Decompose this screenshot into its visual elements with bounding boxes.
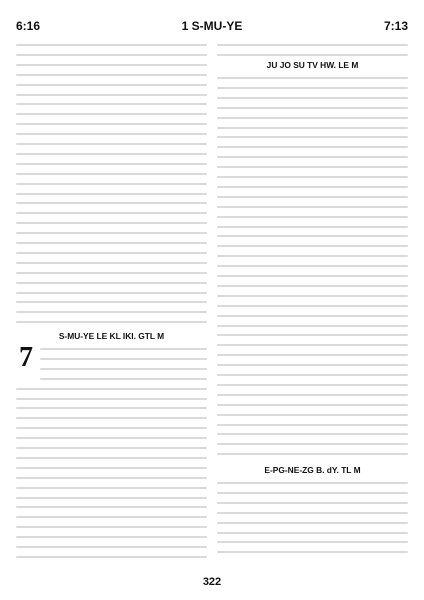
untranscribed-text-line [40, 378, 207, 380]
header-left: 6:16 [16, 19, 41, 33]
untranscribed-text-line [16, 212, 207, 214]
untranscribed-text-line [217, 127, 408, 129]
untranscribed-text-line [16, 506, 207, 508]
untranscribed-text-line [16, 103, 207, 105]
untranscribed-text-line [217, 443, 408, 445]
untranscribed-text-line [217, 453, 408, 455]
untranscribed-text-line [16, 183, 207, 185]
untranscribed-text-line [16, 44, 207, 46]
untranscribed-text-line [40, 358, 207, 360]
untranscribed-text-line [217, 216, 408, 218]
untranscribed-text-line [16, 262, 207, 264]
untranscribed-text-line [16, 457, 207, 459]
untranscribed-text-line [217, 176, 408, 178]
header-center: 1 S-MU-YE [181, 19, 243, 33]
untranscribed-text-line [16, 292, 207, 294]
untranscribed-text-line [217, 492, 408, 494]
untranscribed-text-line [16, 388, 207, 390]
untranscribed-text-line [217, 384, 408, 386]
untranscribed-text-line [217, 433, 408, 435]
untranscribed-text-line [16, 113, 207, 115]
untranscribed-text-line [16, 153, 207, 155]
untranscribed-text-line [16, 398, 207, 400]
untranscribed-text-line [217, 44, 408, 46]
untranscribed-text-line [217, 196, 408, 198]
untranscribed-text-line [217, 285, 408, 287]
untranscribed-text-line [40, 348, 207, 350]
left-column [16, 40, 207, 560]
untranscribed-text-line [217, 77, 408, 79]
untranscribed-text-line [217, 166, 408, 168]
untranscribed-text-line [217, 295, 408, 297]
untranscribed-text-line [16, 252, 207, 254]
untranscribed-text-line [16, 133, 207, 135]
untranscribed-text-line [16, 123, 207, 125]
untranscribed-text-line [16, 222, 207, 224]
untranscribed-text-line [16, 536, 207, 538]
untranscribed-text-line [217, 146, 408, 148]
untranscribed-text-line [16, 94, 207, 96]
untranscribed-text-line [16, 242, 207, 244]
untranscribed-text-line [16, 64, 207, 66]
untranscribed-text-line [217, 522, 408, 524]
untranscribed-text-line [16, 282, 207, 284]
untranscribed-text-line [217, 512, 408, 514]
untranscribed-text-line [16, 516, 207, 518]
untranscribed-text-line [217, 235, 408, 237]
untranscribed-text-line [16, 301, 207, 303]
untranscribed-text-line [40, 368, 207, 370]
untranscribed-text-line [217, 315, 408, 317]
untranscribed-text-line [16, 467, 207, 469]
untranscribed-text-line [217, 156, 408, 158]
untranscribed-text-line [217, 414, 408, 416]
untranscribed-text-line [217, 404, 408, 406]
chapter-number: 7 [19, 342, 33, 373]
untranscribed-text-line [16, 407, 207, 409]
section-heading: JU JO SU TV HW. LE M [266, 60, 359, 70]
untranscribed-text-line [16, 321, 207, 323]
page-number: 322 [202, 576, 222, 588]
untranscribed-text-line [217, 255, 408, 257]
untranscribed-text-line [217, 136, 408, 138]
untranscribed-text-line [217, 275, 408, 277]
untranscribed-text-line [16, 487, 207, 489]
untranscribed-text-line [217, 502, 408, 504]
untranscribed-text-line [217, 532, 408, 534]
untranscribed-text-line [217, 394, 408, 396]
untranscribed-text-line [217, 354, 408, 356]
untranscribed-text-line [217, 97, 408, 99]
untranscribed-text-line [217, 87, 408, 89]
untranscribed-text-line [16, 447, 207, 449]
untranscribed-text-line [16, 556, 207, 558]
untranscribed-text-line [16, 546, 207, 548]
untranscribed-text-line [16, 417, 207, 419]
untranscribed-text-line [16, 193, 207, 195]
untranscribed-text-line [217, 344, 408, 346]
untranscribed-text-line [217, 226, 408, 228]
untranscribed-text-line [217, 117, 408, 119]
running-header [16, 18, 408, 34]
untranscribed-text-line [16, 272, 207, 274]
untranscribed-text-line [16, 427, 207, 429]
untranscribed-text-line [217, 325, 408, 327]
untranscribed-text-line [217, 374, 408, 376]
untranscribed-text-line [217, 541, 408, 543]
untranscribed-text-line [217, 305, 408, 307]
section-heading: E-PG-NE-ZG B. dY. TL M [264, 465, 361, 475]
untranscribed-text-line [217, 206, 408, 208]
untranscribed-text-line [217, 265, 408, 267]
untranscribed-text-line [16, 497, 207, 499]
untranscribed-text-line [217, 54, 408, 56]
untranscribed-text-line [16, 173, 207, 175]
header-right: 7:13 [383, 19, 408, 33]
untranscribed-text-line [217, 424, 408, 426]
untranscribed-text-line [217, 334, 408, 336]
untranscribed-text-line [217, 364, 408, 366]
untranscribed-text-line [16, 437, 207, 439]
untranscribed-text-line [16, 526, 207, 528]
untranscribed-text-line [217, 107, 408, 109]
untranscribed-text-line [16, 163, 207, 165]
right-column [217, 40, 408, 560]
untranscribed-text-line [16, 202, 207, 204]
untranscribed-text-line [16, 84, 207, 86]
untranscribed-text-line [217, 186, 408, 188]
untranscribed-text-line [217, 245, 408, 247]
untranscribed-text-line [16, 54, 207, 56]
section-heading: S-MU-YE LE KL IKI. GTL M [58, 331, 165, 341]
untranscribed-text-line [16, 311, 207, 313]
untranscribed-text-line [16, 477, 207, 479]
untranscribed-text-line [16, 232, 207, 234]
untranscribed-text-line [217, 482, 408, 484]
untranscribed-text-line [16, 74, 207, 76]
untranscribed-text-line [16, 143, 207, 145]
untranscribed-text-line [217, 551, 408, 553]
